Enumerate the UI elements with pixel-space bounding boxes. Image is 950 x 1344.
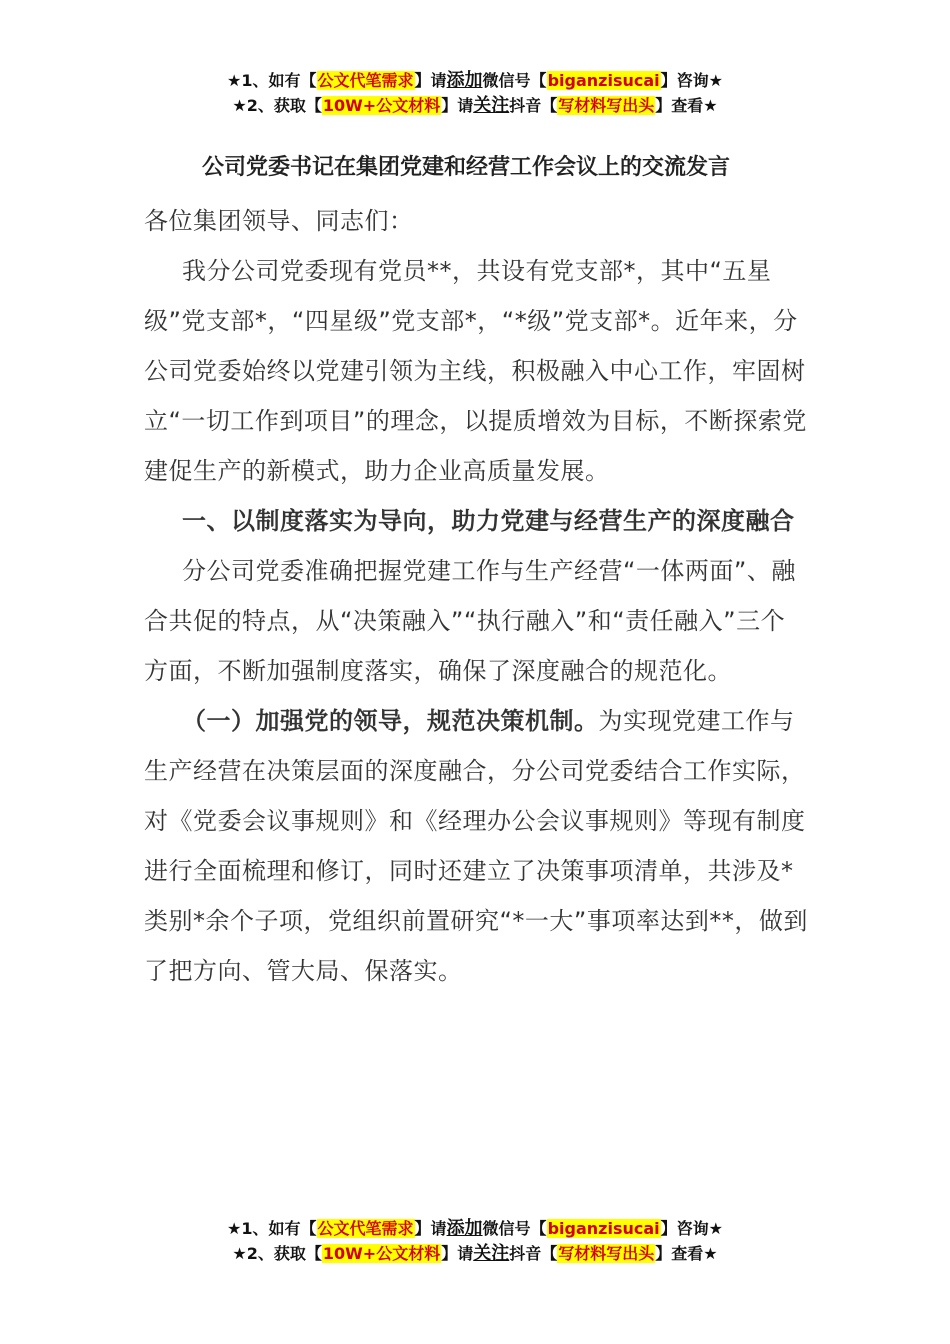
document-title: 公司党委书记在集团党建和经营工作会议上的交流发言 [201,155,730,180]
highlight-materials: 10W+公文材料 [322,1244,441,1263]
banner-add-text: 添加 [446,1218,483,1239]
subsection-1-title: （一）加强党的领导，规范决策机制。 [182,707,599,735]
highlight-materials: 10W+公文材料 [322,96,441,115]
section-heading-1: 一、以制度落实为导向，助力党建与经营生产的深度融合 [182,507,795,535]
highlight-wechat-id: biganzisucai [547,71,660,90]
banner-follow-text: 关注 [473,1243,510,1264]
highlight-wechat-id: biganzisucai [547,1219,660,1238]
banner-text: ★2、获取【 [232,96,322,115]
banner-text: 【 [300,71,317,90]
banner-text: 微信号【 [482,1219,547,1238]
salutation: 各位集团领导、同志们： [144,207,414,235]
banner-line-1 [0,1216,950,1241]
footer-banner [0,1216,950,1266]
banner-text: ★2、获取【 [232,1244,322,1263]
banner-text: 】请 [414,1219,447,1238]
banner-text: 】请 [441,1244,474,1263]
banner-text: 】查看★ [655,96,718,115]
banner-text: 微信号【 [482,71,547,90]
banner-text: 】查看★ [655,1244,718,1263]
banner-text: 】咨询★ [660,1219,723,1238]
banner-line-2 [0,1241,950,1266]
banner-follow-text: 关注 [473,95,510,116]
banner-text: ★1、如有 [227,71,301,90]
banner-text: 】请 [441,96,474,115]
banner-text: 【 [300,1219,317,1238]
highlight-service: 公文代笔需求 [317,1219,414,1238]
paragraph-1: 分公司党委准确把握党建工作与生产经营“一体两面”、融合共促的特点，从“决策融入”“执行融入”和“责任融入”三个方面，不断加强制度落实，确保了深度融合的规范化。 [144,557,796,685]
banner-line-1 [0,68,950,93]
banner-add-text: 添加 [446,70,483,91]
highlight-douyin: 写材料写出头 [558,1244,655,1263]
banner-text: 抖音【 [509,96,558,115]
banner-text: 抖音【 [509,1244,558,1263]
highlight-service: 公文代笔需求 [317,71,414,90]
banner-text: ★1、如有 [227,1219,301,1238]
banner-text: 】请 [414,71,447,90]
banner-text: 】咨询★ [660,71,723,90]
highlight-douyin: 写材料写出头 [558,96,655,115]
document-body [144,148,808,996]
subsection-1-text: 为实现党建工作与生产经营在决策层面的深度融合，分公司党委结合工作实际，对《党委会议事规则》和《经理办公会议事规则》等现有制度进行全面梳理和修订，同时还建立了决策事项清单，共涉及*类别*余个子项，党组织前置研究“*一大”事项率达到**，做到了把方向、管大局、保落实。 [144,707,808,985]
banner-line-2 [0,93,950,118]
header-banner [0,68,950,118]
subsection-1 [144,696,808,996]
intro-paragraph: 我分公司党委现有党员**，共设有党支部*，其中“五星级”党支部*，“四星级”党支部*，“*级”党支部*。近年来，分公司党委始终以党建引领为主线，积极融入中心工作，牢固树立“一切工作到项目”的理念，以提质增效为目标，不断探索党建促生产的新模式，助力企业高质量发展。 [144,257,807,485]
